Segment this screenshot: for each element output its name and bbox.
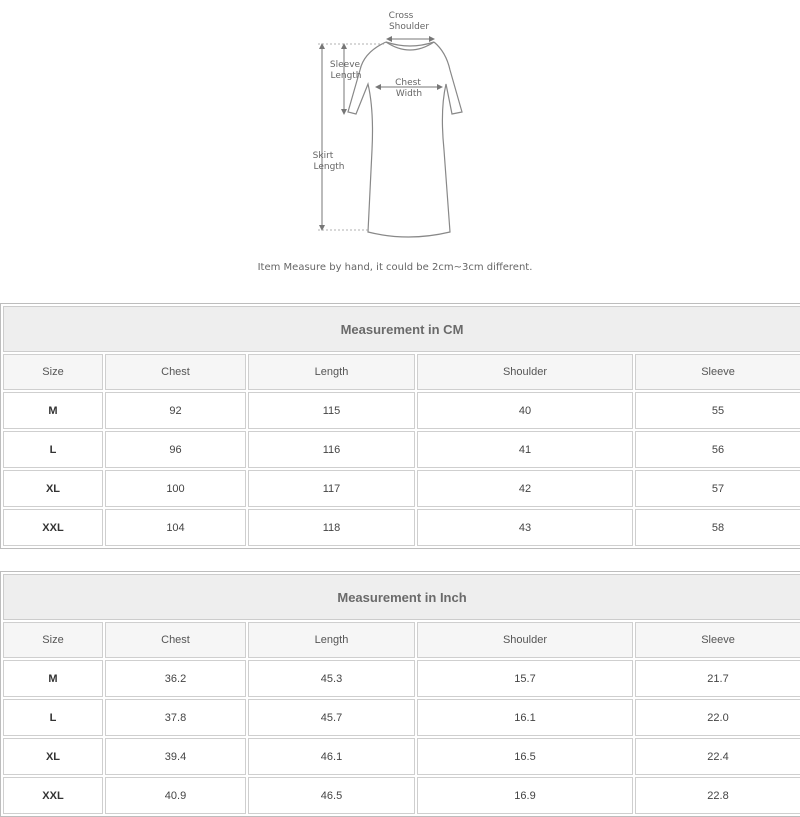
cell-shoulder: 16.9 (417, 777, 633, 814)
skirt-length-label-1: Skirt (312, 151, 334, 161)
cell-sleeve: 57 (635, 470, 800, 507)
table-title: Measurement in Inch (3, 574, 800, 620)
chest-width-label-1: Chest (395, 78, 421, 88)
cell-length: 115 (248, 392, 415, 429)
cross-shoulder-label-1: Cross (388, 11, 414, 21)
col-header-shoulder: Shoulder (417, 622, 633, 658)
cell-sleeve: 58 (635, 509, 800, 546)
size-table-inch (0, 571, 800, 817)
cell-shoulder: 40 (417, 392, 633, 429)
col-header-chest: Chest (105, 354, 246, 390)
col-header-length: Length (248, 354, 415, 390)
cell-length: 118 (248, 509, 415, 546)
cell-chest: 92 (105, 392, 246, 429)
cell-sleeve: 22.0 (635, 699, 800, 736)
cell-size: M (3, 392, 103, 429)
table-row (3, 470, 800, 507)
cell-sleeve: 22.8 (635, 777, 800, 814)
col-header-length: Length (248, 622, 415, 658)
cell-length: 46.5 (248, 777, 415, 814)
cell-length: 46.1 (248, 738, 415, 775)
cell-chest: 104 (105, 509, 246, 546)
cell-shoulder: 42 (417, 470, 633, 507)
cell-size: XXL (3, 777, 103, 814)
cell-size: M (3, 660, 103, 697)
col-header-size: Size (3, 622, 103, 658)
cell-sleeve: 56 (635, 431, 800, 468)
cell-length: 45.3 (248, 660, 415, 697)
dress-outline (348, 42, 462, 237)
table-row (3, 738, 800, 775)
sleeve-length-label-2: Length (330, 71, 362, 81)
table-row (3, 392, 800, 429)
cell-chest: 96 (105, 431, 246, 468)
cell-chest: 39.4 (105, 738, 246, 775)
table-row (3, 431, 800, 468)
col-header-sleeve: Sleeve (635, 354, 800, 390)
cell-chest: 40.9 (105, 777, 246, 814)
cell-size: L (3, 699, 103, 736)
table-title: Measurement in CM (3, 306, 800, 352)
cell-chest: 100 (105, 470, 246, 507)
cell-length: 117 (248, 470, 415, 507)
table-row (3, 660, 800, 697)
cell-size: XL (3, 738, 103, 775)
cell-shoulder: 43 (417, 509, 633, 546)
cell-length: 45.7 (248, 699, 415, 736)
size-table-cm (0, 303, 800, 549)
table-row (3, 777, 800, 814)
col-header-sleeve: Sleeve (635, 622, 800, 658)
chest-width-label-2: Width (395, 89, 423, 99)
table-row (3, 699, 800, 736)
measure-note: Item Measure by hand, it could be 2cm~3cm different. (257, 262, 533, 273)
table-row (3, 509, 800, 546)
col-header-size: Size (3, 354, 103, 390)
cell-size: XXL (3, 509, 103, 546)
cell-shoulder: 16.1 (417, 699, 633, 736)
cell-chest: 37.8 (105, 699, 246, 736)
cell-shoulder: 16.5 (417, 738, 633, 775)
cell-length: 116 (248, 431, 415, 468)
dress-measurement-diagram (0, 0, 800, 290)
cell-sleeve: 22.4 (635, 738, 800, 775)
col-header-chest: Chest (105, 622, 246, 658)
cell-shoulder: 41 (417, 431, 633, 468)
col-header-shoulder: Shoulder (417, 354, 633, 390)
cell-chest: 36.2 (105, 660, 246, 697)
cell-sleeve: 21.7 (635, 660, 800, 697)
sleeve-length-label-1: Sleeve (329, 60, 361, 70)
cell-sleeve: 55 (635, 392, 800, 429)
cross-shoulder-label-2: Shoulder (388, 22, 430, 32)
cell-size: L (3, 431, 103, 468)
skirt-length-label-2: Length (313, 162, 345, 172)
cell-shoulder: 15.7 (417, 660, 633, 697)
cell-size: XL (3, 470, 103, 507)
